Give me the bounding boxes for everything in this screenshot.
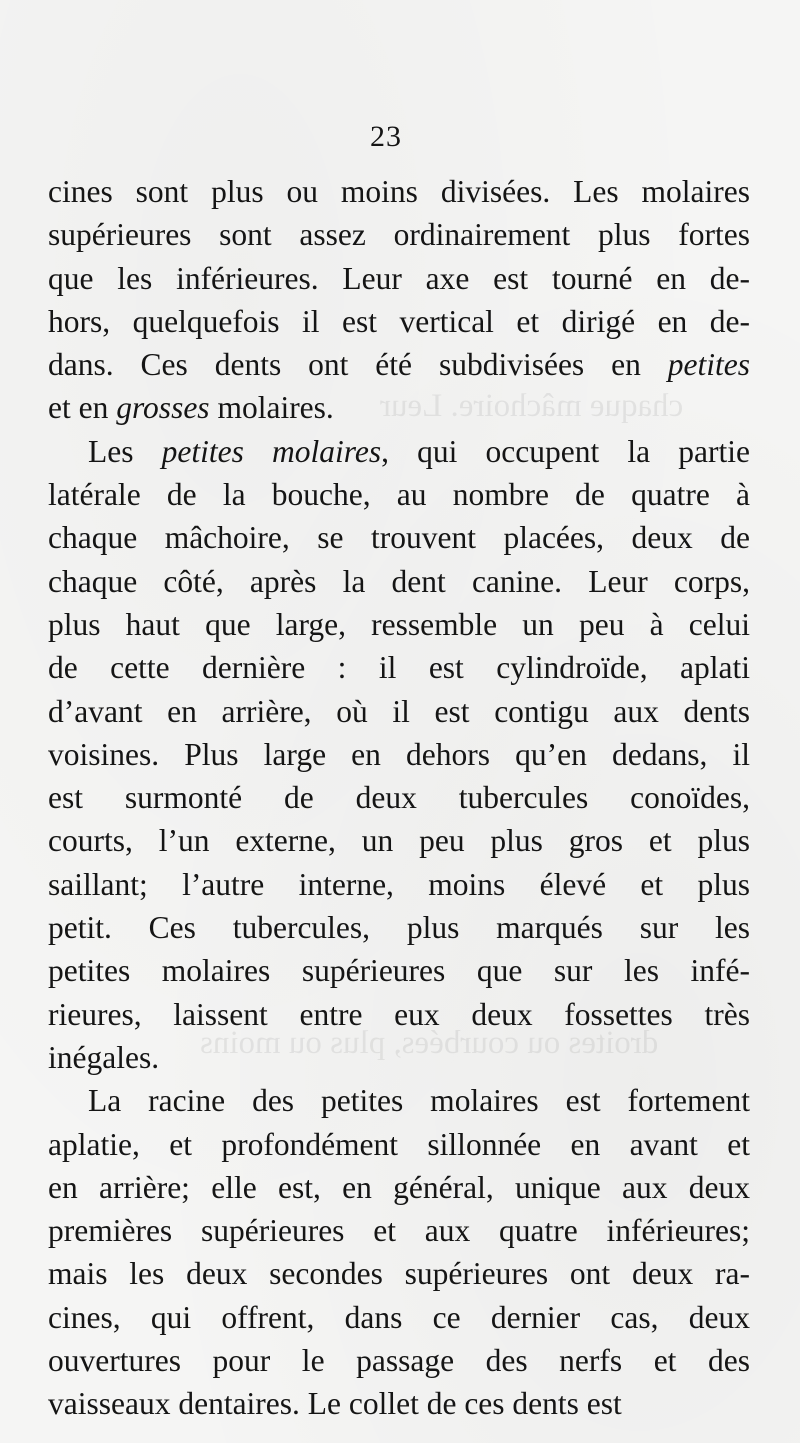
text-line bbox=[48, 560, 750, 603]
text-line bbox=[48, 906, 750, 949]
text-line bbox=[48, 603, 750, 646]
text-line bbox=[48, 1339, 750, 1382]
paragraph bbox=[48, 170, 750, 430]
text-line bbox=[48, 690, 750, 733]
text-line bbox=[48, 1079, 750, 1122]
text-line bbox=[48, 1036, 750, 1079]
text-line bbox=[48, 1382, 750, 1425]
text-run: Les bbox=[88, 433, 162, 469]
text-run: est surmonté de deux tubercules conoïdes, bbox=[48, 780, 750, 816]
text-run: molaires. bbox=[209, 390, 334, 426]
text-run: dans. Ces dents ont été subdivisées en bbox=[48, 347, 668, 383]
text-run: que les inférieures. Leur axe est tourné en de- bbox=[48, 260, 750, 296]
text-run: et en bbox=[48, 390, 117, 426]
text-run: voisines. Plus large en dehors qu’en dedans, il bbox=[48, 736, 750, 772]
text-line bbox=[48, 300, 750, 343]
body-text bbox=[48, 170, 750, 1426]
text-run: mais les deux secondes supérieures ont deux ra- bbox=[48, 1256, 750, 1292]
text-run: ouvertures pour le passage des nerfs et des bbox=[48, 1343, 750, 1379]
text-line bbox=[48, 257, 750, 300]
text-line bbox=[48, 993, 750, 1036]
text-run: de cette dernière : il est cylindroïde, aplati bbox=[48, 650, 750, 686]
text-line bbox=[48, 1252, 750, 1295]
text-line bbox=[48, 646, 750, 689]
text-run: chaque côté, après la dent canine. Leur corps, bbox=[48, 563, 750, 599]
paragraph bbox=[48, 1079, 750, 1425]
text-run: aplatie, et profondément sillonnée en avant et bbox=[48, 1126, 750, 1162]
text-run: en arrière; elle est, en général, unique aux deux bbox=[48, 1169, 750, 1205]
text-run: saillant; l’autre interne, moins élevé et plus bbox=[48, 866, 750, 902]
italic-term: petites molaires bbox=[161, 433, 382, 469]
text-run: supérieures sont assez ordinairement plus fortes bbox=[48, 217, 750, 253]
text-line bbox=[48, 1166, 750, 1209]
text-run: hors, quelquefois il est vertical et dirigé en de- bbox=[48, 303, 750, 339]
text-run: petit. Ces tubercules, plus marqués sur les bbox=[48, 910, 750, 946]
page-number: 23 bbox=[370, 120, 402, 153]
text-run: La racine des petites molaires est fortement bbox=[88, 1083, 750, 1119]
text-line bbox=[48, 386, 750, 429]
text-run: d’avant en arrière, où il est contigu aux dents bbox=[48, 693, 750, 729]
text-run: , qui occupent la partie bbox=[381, 433, 750, 469]
text-run: chaque mâchoire, se trouvent placées, deux de bbox=[48, 520, 750, 556]
text-run: inégales. bbox=[48, 1039, 160, 1075]
text-line bbox=[48, 516, 750, 559]
text-run: petites molaires supérieures que sur les infé- bbox=[48, 953, 750, 989]
show-through-text: droites ou courbées, plus ou moins bbox=[200, 1025, 659, 1061]
show-through-text: chaque mâchoire. Leur bbox=[380, 388, 684, 424]
text-run: rieures, laissent entre eux deux fossettes très bbox=[48, 996, 750, 1032]
italic-term: petites bbox=[667, 347, 750, 383]
text-run: cines, qui offrent, dans ce dernier cas, deux bbox=[48, 1299, 750, 1335]
text-line bbox=[48, 170, 750, 213]
text-run: premières supérieures et aux quatre inférieures; bbox=[48, 1213, 750, 1249]
text-line bbox=[48, 213, 750, 256]
text-run: plus haut que large, ressemble un peu à celui bbox=[48, 606, 750, 642]
italic-term: grosses bbox=[116, 390, 210, 426]
text-run: latérale de la bouche, au nombre de quatre à bbox=[48, 477, 750, 513]
text-line bbox=[48, 343, 750, 386]
text-line bbox=[48, 1209, 750, 1252]
text-run: courts, l’un externe, un peu plus gros et plus bbox=[48, 823, 750, 859]
text-line bbox=[48, 430, 750, 473]
text-line bbox=[48, 863, 750, 906]
text-line bbox=[48, 733, 750, 776]
text-line bbox=[48, 776, 750, 819]
paragraph bbox=[48, 430, 750, 1079]
text-line bbox=[48, 1123, 750, 1166]
text-line bbox=[48, 1296, 750, 1339]
text-run: cines sont plus ou moins divisées. Les molaires bbox=[48, 174, 750, 209]
text-line bbox=[48, 473, 750, 516]
text-line bbox=[48, 949, 750, 992]
text-line bbox=[48, 819, 750, 862]
text-run: vaisseaux dentaires. Le collet de ces dents est bbox=[48, 1386, 622, 1422]
